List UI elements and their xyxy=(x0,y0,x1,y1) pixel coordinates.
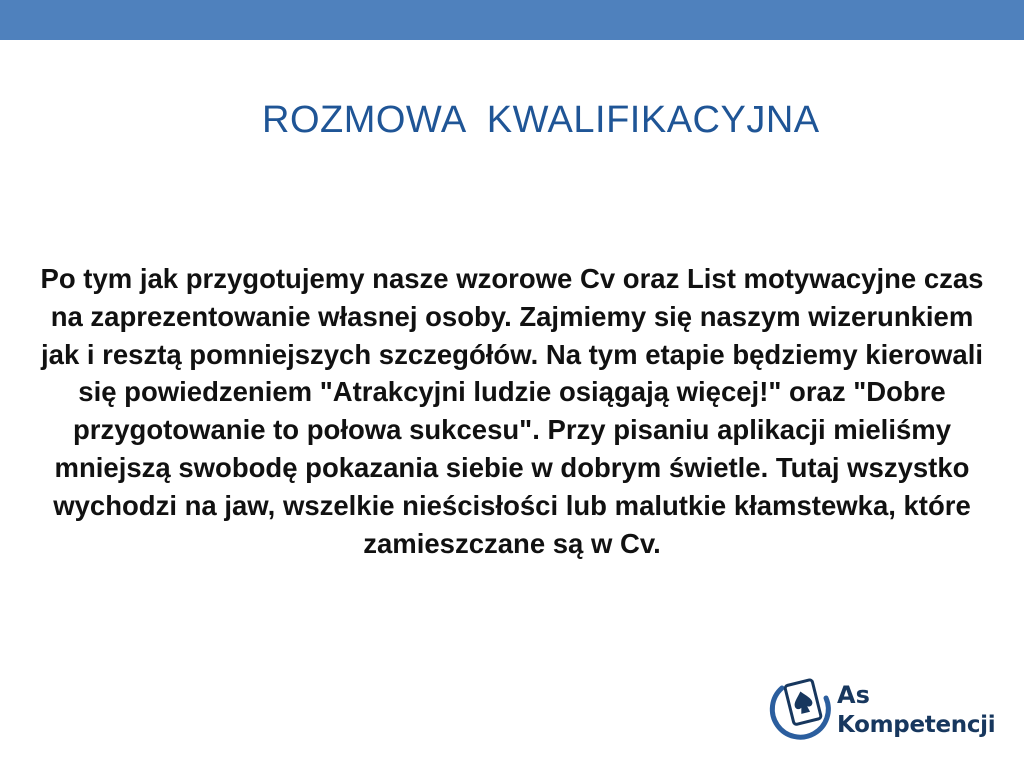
card-spade-icon xyxy=(768,676,834,746)
slide-title: ROZMOWA KWALIFIKACYJNA xyxy=(262,99,820,141)
logo-text-as: As xyxy=(837,681,870,709)
top-accent-bar xyxy=(0,0,1024,40)
logo-text-kompetencji: Kompetencji xyxy=(837,712,996,738)
as-kompetencji-logo xyxy=(768,676,1008,746)
slide-body-text: Po tym jak przygotujemy nasze wzorowe Cv oraz List motywacyjne czas na zaprezentowanie własnej osoby. Zajmiemy się naszym wizerunkiem jak i resztą pomniejszych szczegółów. Na tym etapie będziemy kierowali się powiedzeniem "Atrakcyjni ludzie osiągają więcej!" oraz "Dobre przygotowanie to połowa sukcesu". Przy pisaniu aplikacji mieliśmy mniejszą swobodę pokazania siebie w dobrym świetle. Tutaj wszystko wychodzi na jaw, wszelkie nieścisłości lub malutkie kłamstewka, które zamieszczane są w Cv. xyxy=(40,263,984,559)
logo-wordmark xyxy=(837,680,1007,740)
